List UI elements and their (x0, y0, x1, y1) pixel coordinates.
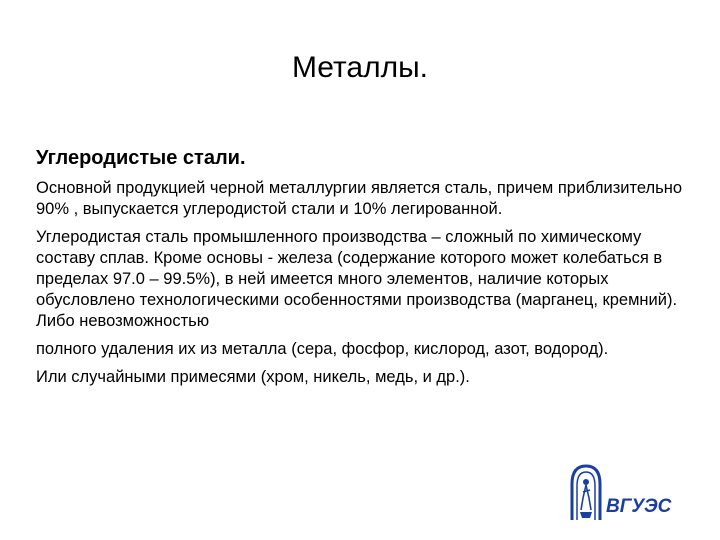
paragraph-1: Основной продукцией черной металлургии является сталь, причем приблизительно 90% , выпускается углеродистой стали и 10% легированной. (36, 179, 683, 218)
paragraph-2: Углеродистая сталь промышленного производства – сложный по химическому составу сплав. Кроме основы - железа (содержание которого может колебаться в пределах 97.0 – 99.5%), в ней имеется много элементов, наличие которых обусловлено технологическими особенностями производства (марганец, кремний). Либо невозможностью (36, 228, 678, 330)
slide-title: Металлы. (291, 51, 428, 84)
logo-text: ВГУЭС (606, 496, 672, 517)
university-logo (566, 462, 686, 522)
paragraph-4: Или случайными примесями (хром, никель, медь, и др.). (36, 368, 470, 386)
slide-content (36, 146, 688, 395)
university-emblem-icon (566, 462, 686, 522)
section-heading: Углеродистые стали. (36, 147, 246, 169)
paragraph-3: полного удаления их из металла (сера, фосфор, кислород, азот, водород). (36, 340, 609, 358)
